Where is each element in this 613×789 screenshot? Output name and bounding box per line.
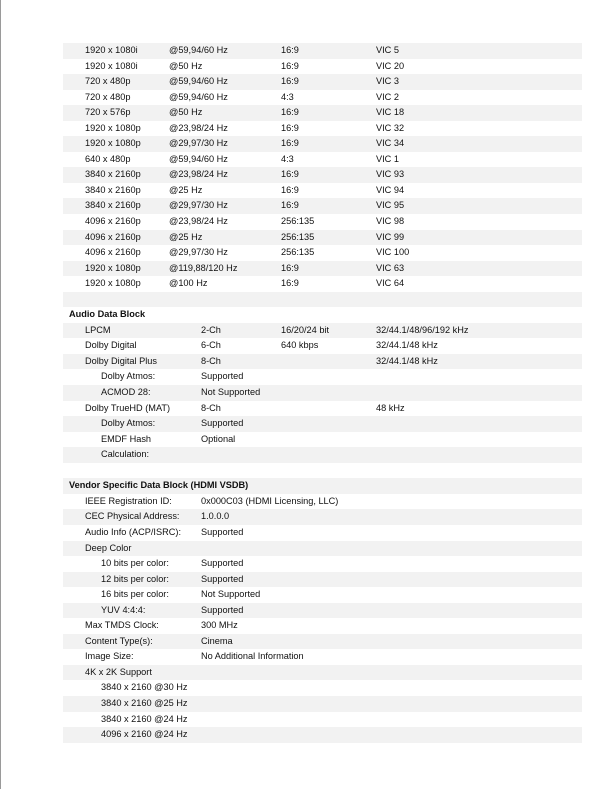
resolution-cell: 720 x 480p: [85, 91, 131, 102]
audio-data-block-heading: [63, 307, 582, 323]
vic-cell: VIC 95: [376, 200, 405, 211]
aspect-ratio-cell: 16:9: [281, 60, 299, 71]
audio-format-row: [63, 416, 582, 432]
vsdb-row: [63, 649, 582, 665]
video-mode-row: [63, 43, 582, 59]
aspect-ratio-cell: 256:135: [281, 247, 315, 258]
video-mode-row: [63, 90, 582, 106]
resolution-cell: 4096 x 2160p: [85, 216, 141, 227]
vsdb-row: [63, 509, 582, 525]
vic-cell: VIC 100: [376, 247, 410, 258]
refresh-rate-cell: @119,88/120 Hz: [169, 262, 238, 273]
aspect-ratio-cell: 16:9: [281, 184, 299, 195]
spacer-row: [63, 292, 582, 308]
vic-cell: VIC 98: [376, 216, 405, 227]
audio-format-cell: Dolby TrueHD (MAT): [85, 402, 171, 413]
vsdb-value: Supported: [201, 604, 244, 615]
aspect-ratio-cell: 16:9: [281, 169, 299, 180]
vsdb-label: Audio Info (ACP/ISRC):: [85, 526, 181, 537]
video-mode-row: [63, 74, 582, 90]
aspect-ratio-cell: 16:9: [281, 200, 299, 211]
video-mode-row: [63, 276, 582, 292]
vsdb-value: Supported: [201, 558, 244, 569]
video-mode-row: [63, 198, 582, 214]
refresh-rate-cell: @59,94/60 Hz: [169, 91, 228, 102]
refresh-rate-cell: @23,98/24 Hz: [169, 122, 228, 133]
section-heading: Audio Data Block: [69, 309, 146, 320]
channels-cell: 8-Ch: [201, 402, 221, 413]
vic-cell: VIC 1: [376, 153, 399, 164]
vic-cell: VIC 5: [376, 45, 399, 55]
aspect-ratio-cell: 16:9: [281, 76, 299, 87]
aspect-ratio-cell: 16:9: [281, 262, 299, 273]
sample-rate-cell: 32/44.1/48 kHz: [376, 355, 438, 366]
channels-cell: Supported: [201, 371, 244, 382]
audio-format-row: [63, 369, 582, 385]
audio-format-cell: Calculation:: [101, 449, 150, 460]
resolution-cell: 1920 x 1080p: [85, 122, 141, 133]
vsdb-label: Image Size:: [85, 651, 134, 662]
vsdb-value: Not Supported: [201, 589, 261, 600]
vic-cell: VIC 34: [376, 138, 405, 149]
vic-cell: VIC 64: [376, 278, 405, 289]
channels-cell: Not Supported: [201, 387, 261, 398]
vsdb-label: Content Type(s):: [85, 635, 153, 646]
refresh-rate-cell: @25 Hz: [169, 184, 203, 195]
page-left-border: [0, 0, 1, 789]
channels-cell: 8-Ch: [201, 355, 221, 366]
vsdb-row: [63, 603, 582, 619]
vsdb-label: 10 bits per color:: [101, 558, 169, 569]
audio-format-cell: ACMOD 28:: [101, 387, 151, 398]
bit-depth-cell: 640 kbps: [281, 340, 319, 351]
vsdb-label: CEC Physical Address:: [85, 511, 180, 522]
resolution-cell: 4096 x 2160p: [85, 231, 141, 242]
vic-cell: VIC 18: [376, 107, 405, 118]
vsdb-heading: [63, 478, 582, 494]
vsdb-row: [63, 727, 582, 743]
refresh-rate-cell: @59,94/60 Hz: [169, 76, 228, 87]
vsdb-label: Max TMDS Clock:: [85, 620, 159, 631]
sample-rate-cell: 48 kHz: [376, 402, 405, 413]
resolution-cell: 1920 x 1080p: [85, 278, 141, 289]
refresh-rate-cell: @29,97/30 Hz: [169, 138, 228, 149]
vsdb-label: IEEE Registration ID:: [85, 495, 172, 506]
vsdb-label: 4K x 2K Support: [85, 666, 152, 677]
vsdb-value: 300 MHz: [201, 620, 238, 631]
resolution-cell: 1920 x 1080p: [85, 138, 141, 149]
video-mode-row: [63, 230, 582, 246]
aspect-ratio-cell: 16:9: [281, 138, 299, 149]
vsdb-label: 4096 x 2160 @24 Hz: [101, 729, 188, 740]
section-heading: Vendor Specific Data Block (HDMI VSDB): [69, 480, 249, 491]
vsdb-row: [63, 634, 582, 650]
vic-cell: VIC 3: [376, 76, 399, 87]
vic-cell: VIC 2: [376, 91, 399, 102]
resolution-cell: 3840 x 2160p: [85, 184, 141, 195]
resolution-cell: 720 x 576p: [85, 107, 131, 118]
vsdb-label: Deep Color: [85, 542, 132, 553]
audio-format-cell: EMDF Hash: [101, 433, 152, 444]
vsdb-label: 3840 x 2160 @24 Hz: [101, 713, 188, 724]
video-mode-row: [63, 214, 582, 230]
video-mode-row: [63, 245, 582, 261]
refresh-rate-cell: @29,97/30 Hz: [169, 200, 228, 211]
audio-format-row: [63, 401, 582, 417]
vsdb-label: 12 bits per color:: [101, 573, 169, 584]
vsdb-row: [63, 556, 582, 572]
video-mode-row: [63, 59, 582, 75]
audio-format-cell: Dolby Atmos:: [101, 418, 156, 429]
sample-rate-cell: 32/44.1/48 kHz: [376, 340, 438, 351]
vsdb-row: [63, 572, 582, 588]
bit-depth-cell: 16/20/24 bit: [281, 324, 330, 335]
refresh-rate-cell: @50 Hz: [169, 60, 203, 71]
resolution-cell: 1920 x 1080p: [85, 262, 141, 273]
channels-cell: 6-Ch: [201, 340, 221, 351]
video-mode-row: [63, 152, 582, 168]
vsdb-value: Supported: [201, 526, 244, 537]
vsdb-row: [63, 712, 582, 728]
sample-rate-cell: 32/44.1/48/96/192 kHz: [376, 324, 469, 335]
aspect-ratio-cell: 4:3: [281, 153, 294, 164]
vsdb-row: [63, 494, 582, 510]
vsdb-row: [63, 618, 582, 634]
refresh-rate-cell: @23,98/24 Hz: [169, 216, 228, 227]
vsdb-row: [63, 525, 582, 541]
vic-cell: VIC 93: [376, 169, 405, 180]
audio-format-cell: Dolby Digital Plus: [85, 355, 157, 366]
aspect-ratio-cell: 16:9: [281, 107, 299, 118]
aspect-ratio-cell: 256:135: [281, 216, 315, 227]
channels-cell: Optional: [201, 433, 236, 444]
vsdb-label: YUV 4:4:4:: [101, 604, 146, 615]
video-mode-row: [63, 167, 582, 183]
video-mode-row: [63, 183, 582, 199]
vsdb-row: [63, 696, 582, 712]
vsdb-value: Supported: [201, 573, 244, 584]
aspect-ratio-cell: 256:135: [281, 231, 315, 242]
video-mode-row: [63, 105, 582, 121]
audio-format-row: [63, 338, 582, 354]
audio-format-cell: Dolby Digital: [85, 340, 137, 351]
audio-format-cell: Dolby Atmos:: [101, 371, 156, 382]
vsdb-row: [63, 665, 582, 681]
vsdb-value: 0x000C03 (HDMI Licensing, LLC): [201, 495, 339, 506]
resolution-cell: 3840 x 2160p: [85, 169, 141, 180]
refresh-rate-cell: @59,94/60 Hz: [169, 153, 228, 164]
audio-format-row: [63, 385, 582, 401]
aspect-ratio-cell: 16:9: [281, 278, 299, 289]
refresh-rate-cell: @59,94/60 Hz: [169, 45, 228, 55]
resolution-cell: 4096 x 2160p: [85, 247, 141, 258]
vsdb-label: 3840 x 2160 @30 Hz: [101, 682, 188, 693]
vsdb-value: Cinema: [201, 635, 233, 646]
vsdb-value: No Additional Information: [201, 651, 304, 662]
audio-format-row: [63, 432, 582, 448]
video-mode-row: [63, 261, 582, 277]
vic-cell: VIC 94: [376, 184, 405, 195]
audio-format-row: [63, 354, 582, 370]
spacer-row: [63, 463, 582, 479]
vsdb-label: 3840 x 2160 @25 Hz: [101, 697, 188, 708]
aspect-ratio-cell: 4:3: [281, 91, 294, 102]
vsdb-row: [63, 587, 582, 603]
aspect-ratio-cell: 16:9: [281, 45, 299, 55]
vic-cell: VIC 63: [376, 262, 405, 273]
audio-format-row: [63, 447, 582, 463]
vsdb-value: 1.0.0.0: [201, 511, 230, 522]
edid-report-table: [63, 43, 582, 743]
channels-cell: Supported: [201, 418, 244, 429]
resolution-cell: 640 x 480p: [85, 153, 131, 164]
vic-cell: VIC 20: [376, 60, 405, 71]
vic-cell: VIC 32: [376, 122, 405, 133]
resolution-cell: 3840 x 2160p: [85, 200, 141, 211]
vsdb-row: [63, 680, 582, 696]
vsdb-label: 16 bits per color:: [101, 589, 169, 600]
refresh-rate-cell: @23,98/24 Hz: [169, 169, 228, 180]
refresh-rate-cell: @100 Hz: [169, 278, 208, 289]
resolution-cell: 1920 x 1080i: [85, 45, 138, 55]
refresh-rate-cell: @29,97/30 Hz: [169, 247, 228, 258]
audio-format-cell: LPCM: [85, 324, 111, 335]
vsdb-row: [63, 541, 582, 557]
aspect-ratio-cell: 16:9: [281, 122, 299, 133]
video-mode-row: [63, 121, 582, 137]
resolution-cell: 1920 x 1080i: [85, 60, 138, 71]
vic-cell: VIC 99: [376, 231, 405, 242]
video-mode-row: [63, 136, 582, 152]
channels-cell: 2-Ch: [201, 324, 221, 335]
refresh-rate-cell: @50 Hz: [169, 107, 203, 118]
audio-format-row: [63, 323, 582, 339]
resolution-cell: 720 x 480p: [85, 76, 131, 87]
refresh-rate-cell: @25 Hz: [169, 231, 203, 242]
